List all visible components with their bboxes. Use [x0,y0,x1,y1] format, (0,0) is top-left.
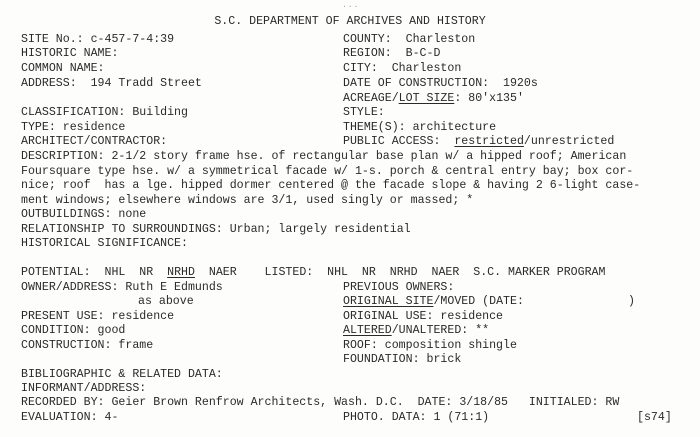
public-access [343,135,614,149]
public-access-label: PUBLIC ACCESS: [343,135,455,148]
outbuildings: OUTBUILDINGS: none [21,208,147,221]
acreage-lot-size [343,92,524,106]
original-site-label: ORIGINAL SITE [343,295,434,308]
region: REGION: B-C-D [343,47,441,60]
foundation: FOUNDATION: brick [343,353,462,366]
public-access-restricted: restricted [454,135,524,148]
architect-contractor: ARCHITECT/CONTRACTOR: [21,135,168,148]
recorded-by: RECORDED BY: Geier Brown Renfrow Architects, Wash. D.C. DATE: 3/18/85 INITIALED: RW [21,396,620,409]
relationship-to-surroundings: RELATIONSHIP TO SURROUNDINGS: Urban; largely residential [21,223,411,236]
construction: CONSTRUCTION: frame [21,339,154,352]
classification: CLASSIFICATION: Building [21,106,188,119]
date-of-construction: DATE OF CONSTRUCTION: 1920s [343,77,538,90]
header-mark: ... [342,1,360,10]
description-line: ment windows; elsewhere windows are 3/1, used singly or massed; * [21,194,474,207]
moved-date-label: /MOVED (DATE: [433,295,524,308]
type: TYPE: residence [21,121,126,134]
city: CITY: Charleston [343,62,462,75]
moved-date-close: ) [628,295,635,308]
public-access-unrestricted: /unrestricted [523,135,615,148]
site-number: SITE No.: c-457-7-4:39 [21,33,175,46]
acreage-label: ACREAGE/ [343,92,399,105]
informant-address: INFORMANT/ADDRESS: [21,382,147,395]
style: STYLE: [343,106,385,119]
potential-nrhd: NRHD [167,266,195,279]
original-site-moved [343,295,524,309]
common-name: COMMON NAME: [21,62,105,75]
county: COUNTY: Charleston [343,33,476,46]
historic-name: HISTORIC NAME: [21,47,119,60]
owner-address: OWNER/ADDRESS: Ruth E Edmunds [21,281,223,294]
original-use: ORIGINAL USE: residence [343,310,504,323]
reference-code: [s74] [637,411,672,424]
altered-label: ALTERED [343,324,392,337]
potential-label: POTENTIAL: NHL NR [21,266,168,279]
description-line: DESCRIPTION: 2-1/2 story frame hse. of rectangular base plan w/ a hipped roof; American [21,150,627,163]
document-title: S.C. DEPARTMENT OF ARCHIVES AND HISTORY [214,15,486,28]
photo-data: PHOTO. DATA: 1 (71:1) [343,411,490,424]
historical-significance: HISTORICAL SIGNIFICANCE: [21,237,188,250]
bibliographic-data: BIBLIOGRAPHIC & RELATED DATA: [21,368,223,381]
lot-size-label: LOT SIZE [398,92,455,105]
unaltered-label: /UNALTERED: ** [391,324,490,337]
owner-address-line2: as above [138,295,194,308]
lot-size-value: : 80'x135' [454,92,524,105]
listed-options: NAER LISTED: NHL NR NRHD NAER S.C. MARKER PROGRAM [194,266,606,279]
description-line: Foursquare type hse. w/ a symmetrical facade w/ 1-s. porch & central entry bay; box cor- [21,165,634,178]
previous-owners: PREVIOUS OWNERS: [343,281,455,294]
condition: CONDITION: good [21,324,126,337]
address: ADDRESS: 194 Tradd Street [21,77,202,90]
altered-unaltered [343,324,489,338]
potential-listed [21,266,605,280]
roof: ROOF: composition shingle [343,339,517,352]
description-line: nice; roof has a lge. hipped dormer centered @ the facade slope & having 2 6-light case- [21,179,641,192]
evaluation: EVALUATION: 4- [21,411,119,424]
themes: THEME(S): architecture [343,121,497,134]
present-use: PRESENT USE: residence [21,310,175,323]
